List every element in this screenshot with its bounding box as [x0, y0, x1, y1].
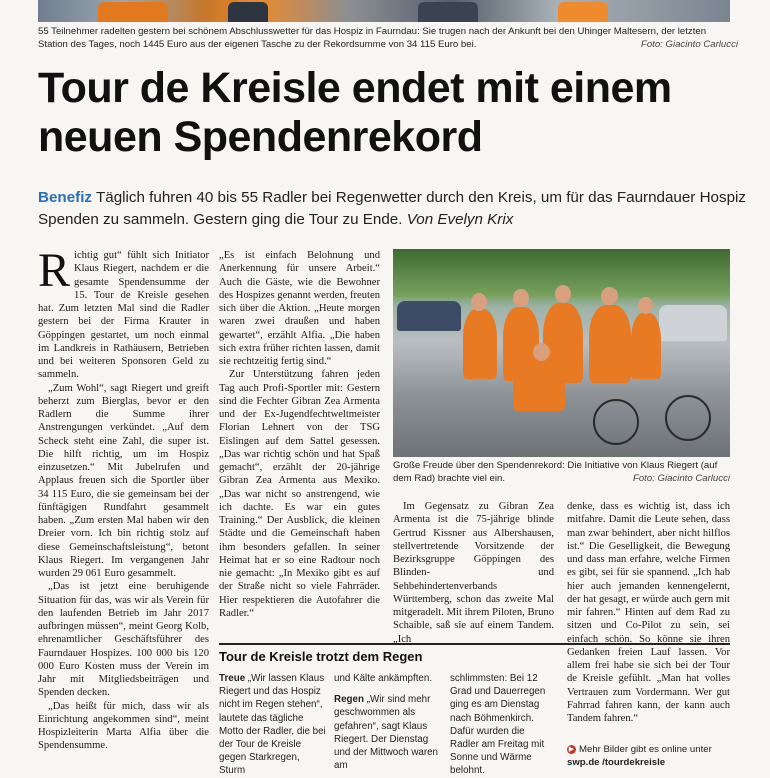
paragraph: denke, dass es wichtig ist, dass ich mitfahre. Damit die Leute sehen, dass man zwar behindert, aber nicht hilflos ist.“ Die Geselligkeit, die Bewegung und dass man erfahre, welche Firmen es gibt, sei für sie spannend. „Ich hab hier auch jemanden kennengelernt, der hat gesagt, er würde auch gern mit mir fahren.“ Hinten auf dem Rad zu sitzen und Co-Pilot zu sein, sei einfach schön. So könne sie ihren Gedanken freien Lauf lassen. Vor allem frei habe sie sich bei der Tour de Kreisle gefühlt. „Man hat volles Vertrauen zum Vordermann. Wer gut Fahrrad fahren kann, der kann auch Tandem fahren.“ [567, 501, 730, 724]
paragraph: „Das ist jetzt eine beruhigende Situation für das, was wir als Verein für den laufenden Betrieb im Jahr 2017 aufbringen müssen“, meint Georg Kolb, ehrenamtlicher Geschäftsführer des Faurndauer Hospizes. 100 000 bis 120 000 Euro Kosten muss der Verein im Jahr mit Mitgliedsbeiträgen und Spenden decken. [38, 581, 209, 699]
article-column-2 [219, 249, 380, 620]
person-head [533, 343, 550, 361]
paragraph: Zur Unterstützung fahren jeden Tag auch Profi-Sportler mit: Gestern sind die Fechter Gibran Zea Armenta und der Ex-Jugendfechtweltmeister Florian Lehnert von der TSG Eislingen auf dem Sattel gesessen. „Das war richtig schön und hat Spaß gemacht“, erzählt der 20-jährige Gibran Zea Armenta aus Mexiko. „Das war nicht so anstrengend, wie ich dachte. Es war ein gutes Training.“ Der Ausblick, die kleinen Städte und die Gemeinschaft haben ihm besonders gefallen. In seiner Heimat hat er so eine Radtour noch nie gemacht: „In Mexiko gibt es auf der Straße nicht so viele Fahrräder. Hier respektieren die Autofahrer die Radler.“ [219, 369, 380, 619]
more-text: Mehr Bilder gibt es online unter [579, 744, 712, 755]
photo-caption [393, 460, 730, 485]
paragraph [38, 244, 209, 382]
person-shape [463, 309, 497, 379]
paragraph: „Das heißt für mich, dass wir als Einrichtung angekommen sind“, meint Hospizleiterin Marta Alfia über die Spendensumme. [38, 700, 209, 752]
article-column-4 [567, 500, 730, 725]
teaser [38, 187, 758, 231]
top-photo-caption [38, 25, 738, 51]
infobox-column-2 [334, 672, 440, 772]
paragraph: „Es ist einfach Belohnung und Anerkennung für unsere Arbeit.“ Auch die Gäste, wie die Bewohner des Hospizes genannt werden, freuten sich über die Aktion. „Heute morgen waren zwei draußen und haben gewartet“, erzählt Alfia. „Die haben sich extra früher richten lassen, damit sie rechtzeitig fertig sind.“ [219, 250, 380, 367]
person-shape [589, 305, 631, 383]
more-online-note [567, 744, 737, 769]
infobox-column-3 [450, 672, 554, 778]
infobox-paragraph [334, 693, 440, 772]
bike-wheel [665, 395, 711, 441]
infobox-column-1 [219, 672, 327, 778]
cyclist-shape [98, 2, 168, 22]
article-column-1 [38, 244, 209, 753]
arrow-icon: ▶ [568, 745, 575, 753]
cyclist-shape [418, 2, 478, 22]
group-photo [393, 249, 730, 457]
teaser-text: Täglich fuhren 40 bis 55 Radler bei Regenwetter durch den Kreis, um für das Faurndauer Hospiz Spenden zu sammeln. Gestern ging die Tour zu Ende. [38, 189, 747, 228]
headline: Tour de Kreisle endet mit einem neuen Spendenrekord [38, 64, 672, 161]
author-byline: Von Evelyn Krix [406, 211, 514, 228]
person-head [601, 287, 618, 305]
infobox-text: „Wir sind mehr geschwommen als gefahren“, sagt Klaus Riegert. Der Dienstag und der Mittwoch waren am [334, 694, 439, 772]
infobox-text: „Wir lassen Klaus Riegert und das Hospiz nicht im Regen stehen“, lautete das tägliche Motto der Radler, die bei der Tour de Kreisle gegen Starkregen, Sturm [219, 673, 326, 777]
person-shape [513, 359, 565, 411]
caption-text: 55 Teilnehmer radelten gestern bei schönem Abschlusswetter für das Hospiz in Faurndau: Sie trugen nach der Ankunft bei den Uhinger Maltesern, der letzten Station des Tages, noch 1445 Euro aus der eigenen Tasche zu der Rekordsumme von 34 115 Euro bei. [38, 26, 707, 50]
paragraph: „Zum Wohl“, sagt Riegert und greift beherzt zum Bierglas, bevor er den Radlern die Summe ihrer Anstrengungen verkündet. „Auf dem Scheck steht eine Zahl, die super ist. Die hilft richtig, um im Hospiz einzusetzen.“ Mit Jubelrufen und Applaus freuen sich die Sportler über 34 115 Euro, die sie gemeinsam bei der fünftägigen Rundfahrt gesammelt haben. „Zum ersten Mal haben wir den Dreier vorn. Ich bin richtig stolz auf diese Gemeinschaftsleistung“, betont Klaus Riegert. Im vergangenen Jahr wurden 29 061 Euro gesammelt. [38, 382, 209, 579]
person-head [471, 293, 487, 311]
paragraph: Im Gegensatz zu Gibran Zea Armenta ist die 75-jährige blinde Gertrud Kissner aus Albershausen, stellvertretende Vorsitzende der Bezirksgruppe Göppingen des Blinden- und Sehbehindertenverbands Württemberg, schon das zweite Mal mitgeradelt. Mit ihrem Piloten, Bruno Schaible, saß sie auf einem Tandem. „Ich [393, 501, 554, 645]
car-shape [659, 305, 727, 341]
top-photo [38, 0, 730, 22]
paragraph-text: ichtig gut“ fühlt sich Initiator Klaus Riegert, nachdem er die gesamte Spendensumme der 15. Tour de Kreisle gesehen hat. Zum letzten Mal sind die Radler gestern bei der Firma Krauter in Göppingen gestartet, um noch einmal im Landkreis in Rathäusern, Betrieben und bei weiteren Sponsoren Geld zu sammeln. [38, 250, 209, 381]
bike-wheel [593, 399, 639, 445]
article-column-3 [393, 500, 554, 646]
cyclist-shape [228, 2, 268, 22]
person-head [638, 297, 653, 314]
infobox-title: Tour de Kreisle trotzt dem Regen [219, 643, 730, 665]
person-shape [631, 313, 661, 379]
car-shape [397, 301, 461, 331]
infobox-text: schlimmsten: Bei 12 Grad und Dauerregen ging es am Dienstag nach Böhmenkirch. Dafür wurden die Radler am Freitag mit Sonne und Wärme belohnt. [450, 673, 546, 777]
drop-cap: R [38, 244, 71, 297]
infobox-text: und Kälte ankämpften. [334, 673, 433, 684]
photo-credit: Foto: Giacinto Carlucci [632, 472, 730, 484]
person-head [555, 285, 571, 303]
person-head [513, 289, 529, 307]
infobox-lead: Regen [334, 694, 364, 706]
online-link[interactable]: swp.de /tourdekreisle [567, 756, 666, 768]
kicker: Benefiz [38, 189, 93, 206]
infobox-lead: Treue [219, 673, 246, 684]
caption-text: Große Freude über den Spendenrekord: Die Initiative von Klaus Riegert (auf dem Rad) brachte viel ein. [393, 460, 718, 484]
photo-credit: Foto: Giacinto Carlucci [640, 39, 738, 50]
cyclist-shape [558, 2, 608, 22]
